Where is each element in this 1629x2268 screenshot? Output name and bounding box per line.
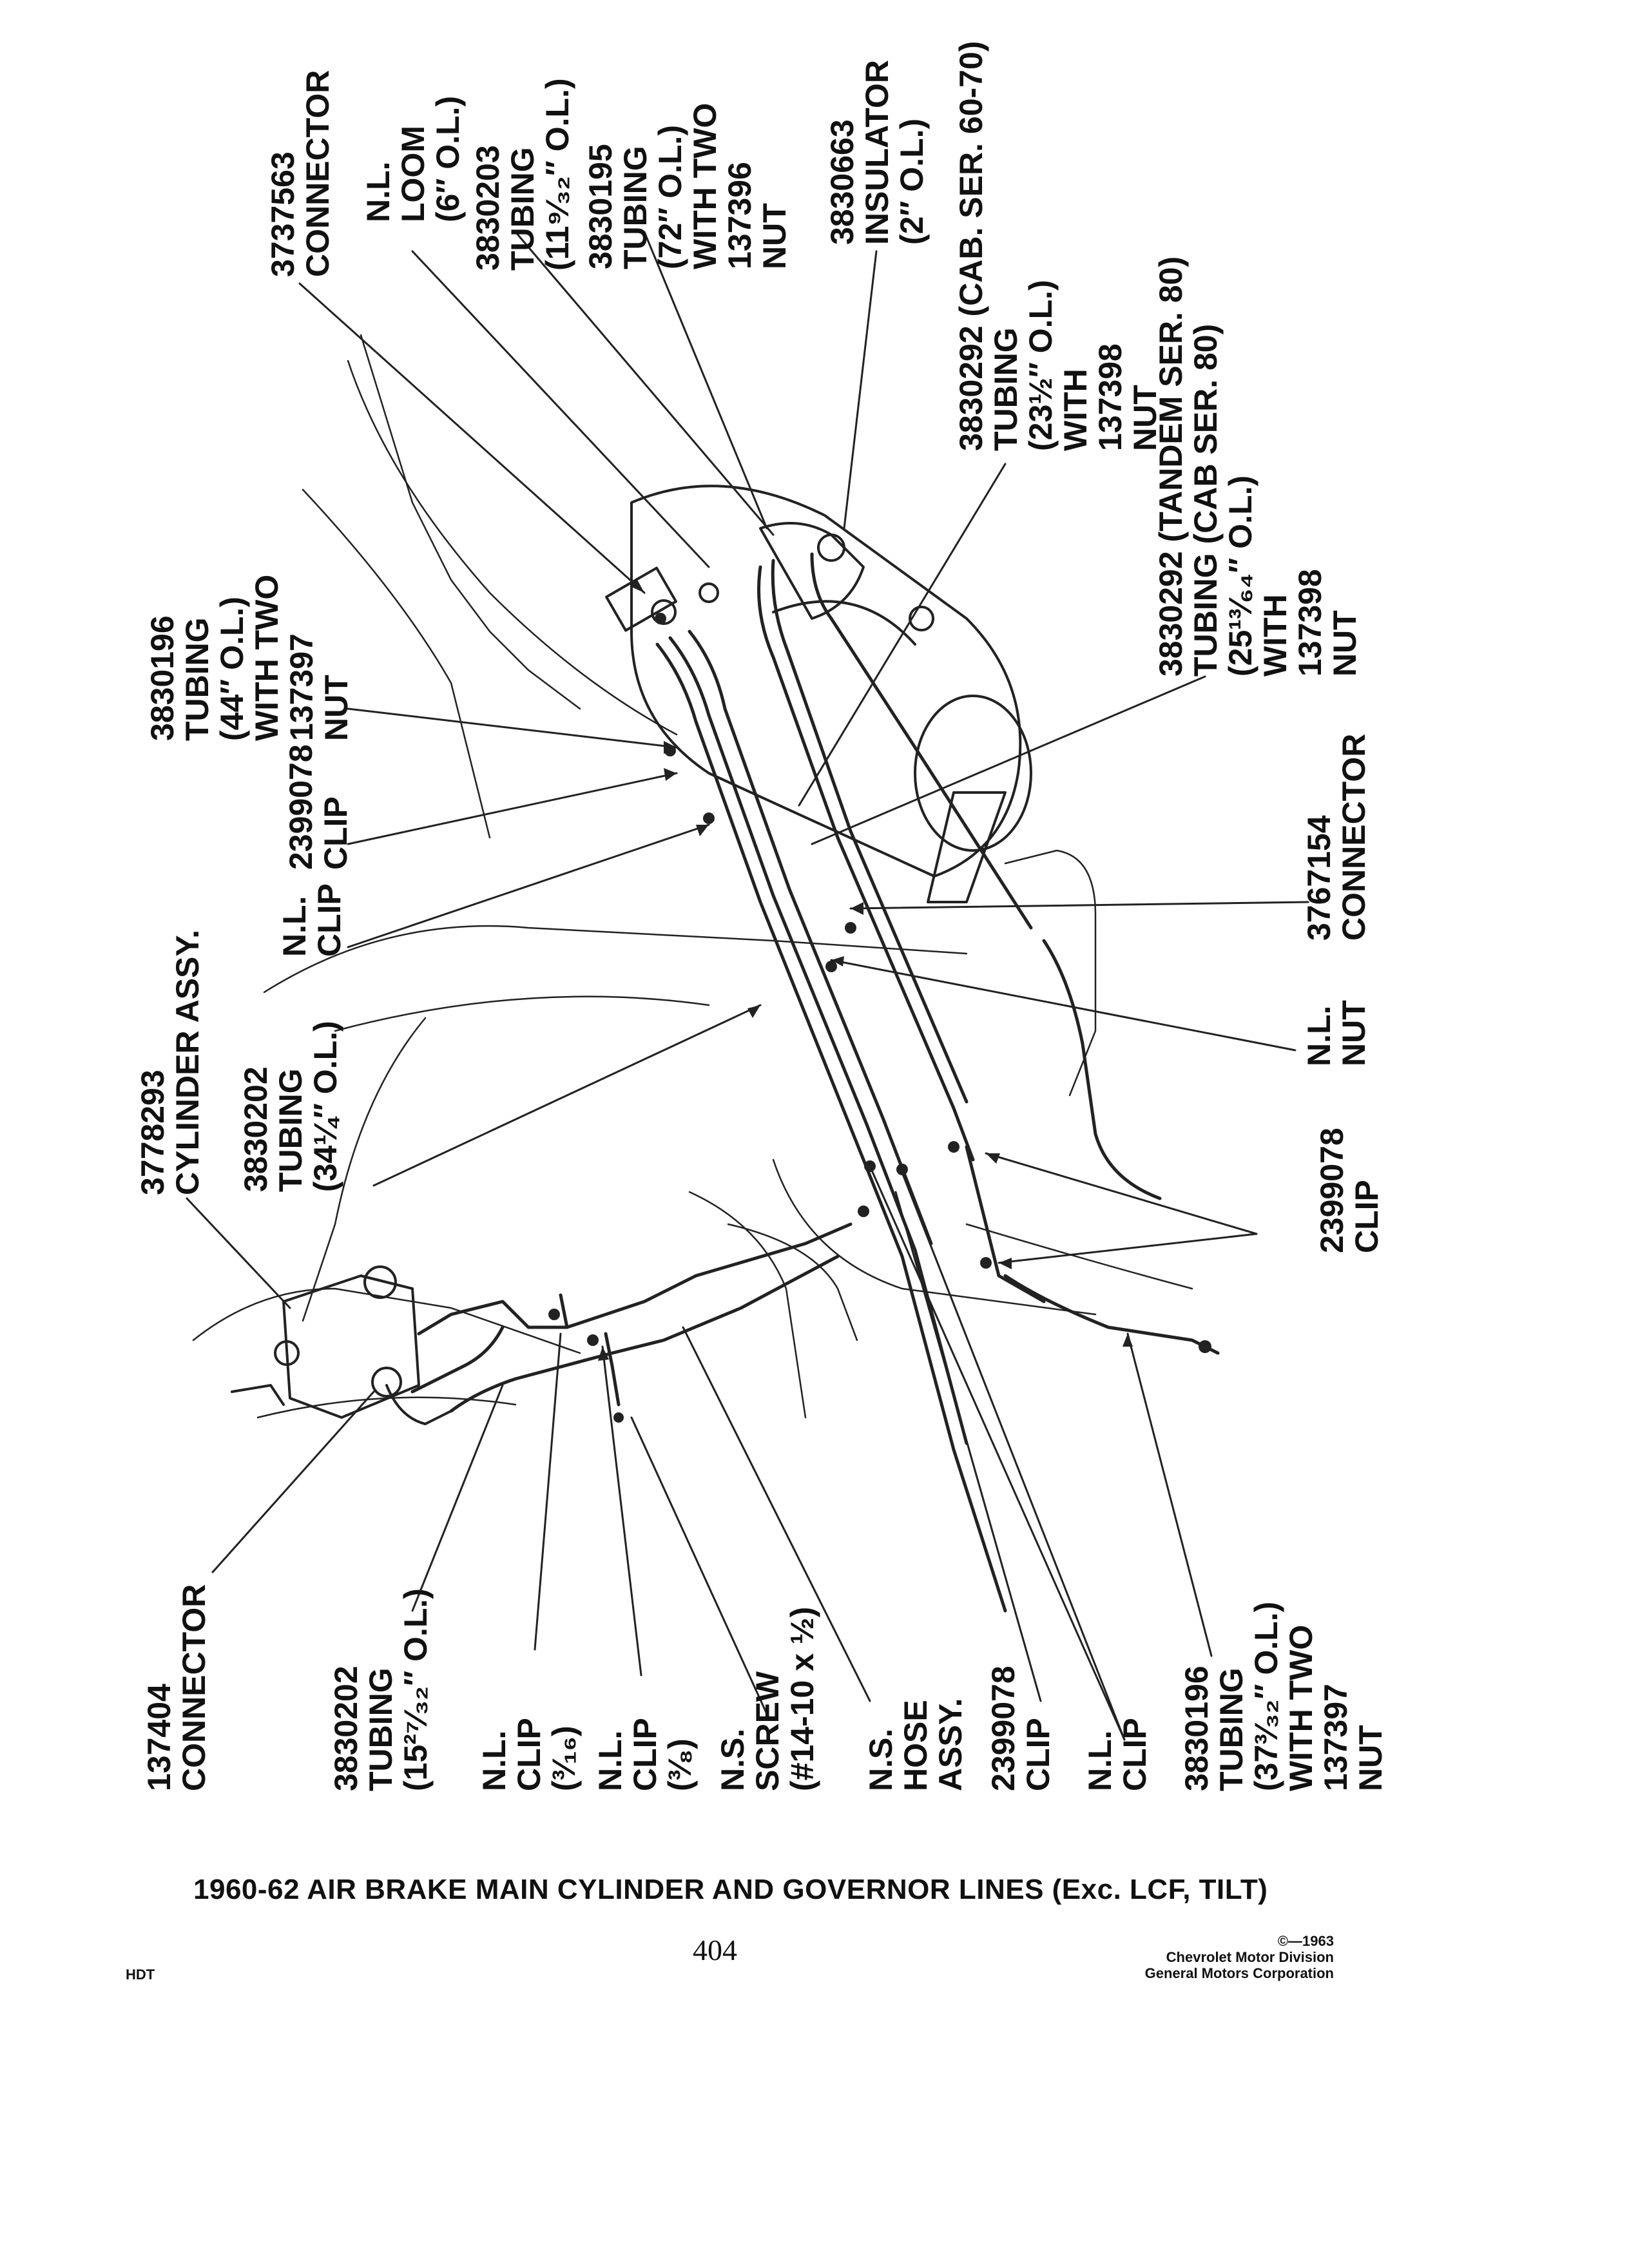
page-number: 404: [693, 1934, 737, 1966]
callout-nlclip38: [593, 1718, 697, 1791]
callout-line: SCREW: [749, 1671, 786, 1791]
callout-line: INSULATOR: [859, 59, 895, 245]
callout-line: (³⁄₁₆): [546, 1725, 582, 1791]
callout-line: TUBING: [273, 1068, 309, 1192]
callout-line: 3830292 (TANDEM SER. 80): [1153, 256, 1189, 677]
callout-line: (25¹³⁄₆₄″ O.L.): [1222, 475, 1258, 677]
callout-line: 3778293: [135, 1070, 171, 1195]
copyright-line: General Motors Corporation: [1144, 1965, 1334, 1981]
callout-line: N.L.: [476, 1730, 512, 1791]
callout-line: (³⁄₈): [662, 1738, 698, 1791]
callout-2399078b: [1315, 1128, 1384, 1253]
callout-3830202b: [329, 1588, 433, 1791]
callout-3830196a: [145, 575, 354, 741]
callout-3830195: [583, 103, 792, 269]
callout-line: 3830292 (CAB. SER. 60-70): [953, 41, 989, 451]
callout-line: NUT: [318, 675, 354, 741]
governor-fittings: [606, 523, 933, 630]
copyright-line: Chevrolet Motor Division: [1166, 1949, 1334, 1965]
callout-3830292a: [954, 41, 1162, 451]
callout-line: CLIP: [311, 883, 347, 957]
callout-loom: [361, 96, 465, 222]
callout-line: CLIP: [1117, 1718, 1153, 1791]
callout-line: TUBING (CAB SER. 80): [1188, 323, 1224, 677]
callout-nlclipa: [277, 883, 347, 957]
callout-line: WITH: [1057, 369, 1094, 451]
chassis-outline: [193, 335, 1192, 1418]
leader-lines: [187, 232, 1308, 1740]
callout-line: CLIP: [1349, 1180, 1385, 1253]
callout-line: (72″ O.L.): [652, 125, 688, 269]
callout-line: 137396: [722, 162, 758, 269]
callout-line: 3767154: [1301, 815, 1337, 941]
callout-line: WITH TWO: [1283, 1624, 1319, 1791]
callout-nshose: [863, 1698, 968, 1791]
callout-nlclip316: [477, 1718, 581, 1791]
callout-line: TUBING: [988, 327, 1024, 451]
callout-line: 3830663: [824, 119, 860, 245]
callout-line: WITH TWO: [687, 102, 723, 269]
callout-line: 3737563: [265, 151, 301, 277]
callout-line: (34¼″ O.L.): [307, 1021, 343, 1192]
callout-line: CONNECTOR: [1336, 733, 1372, 941]
callout-line: WITH TWO: [249, 574, 285, 741]
corner-tag: HDT: [126, 1966, 155, 1983]
callout-3778293: [135, 930, 205, 1195]
callout-line: 3830196: [1179, 1666, 1215, 1791]
callout-line: (15²⁷⁄₃₂″ O.L.): [398, 1588, 434, 1791]
callout-nlnut: [1302, 1000, 1371, 1066]
callout-3737563: [265, 70, 335, 277]
callout-line: (6″ O.L.): [430, 95, 466, 222]
callout-line: (37³⁄₃₂″ O.L.): [1248, 1601, 1284, 1791]
callout-line: CLIP: [627, 1718, 663, 1791]
callout-line: TUBING: [179, 617, 215, 741]
callout-line: CLIP: [1020, 1718, 1056, 1791]
callout-2399078a: [284, 744, 353, 870]
callout-line: (11⁹⁄₃₂″ O.L.): [539, 78, 575, 271]
callout-line: N.L.: [592, 1730, 628, 1791]
callout-nsscrew: [715, 1607, 820, 1791]
callout-line: 137398: [1292, 569, 1328, 677]
callout-line: 137397: [284, 633, 320, 741]
callout-137404: [142, 1584, 211, 1791]
callout-line: 2399078: [1314, 1128, 1350, 1253]
callout-line: N.S.: [863, 1728, 899, 1791]
callout-3830203: [470, 78, 575, 271]
callout-line: (2″ O.L.): [894, 118, 930, 245]
callout-line: CLIP: [318, 796, 354, 870]
callout-line: CONNECTOR: [300, 70, 336, 277]
callout-line: N.L.: [360, 161, 396, 222]
figure-caption: 1960-62 AIR BRAKE MAIN CYLINDER AND GOVERNOR LINES (Exc. LCF, TILT): [193, 1874, 1268, 1905]
callout-line: NUT: [757, 203, 793, 269]
callout-line: TUBING: [505, 147, 541, 271]
callout-line: 137397: [1318, 1684, 1354, 1791]
callout-line: TUBING: [1213, 1667, 1249, 1791]
callout-line: N.L.: [276, 896, 313, 957]
callout-line: NUT: [1127, 385, 1163, 451]
callout-line: CLIP: [511, 1718, 547, 1791]
callout-line: 3830196: [144, 615, 180, 741]
callout-line: N.L.: [1301, 1005, 1337, 1066]
callout-line: (23½″ O.L.): [1023, 280, 1059, 451]
callout-line: NUT: [1353, 1725, 1389, 1791]
callout-line: NUT: [1336, 1000, 1372, 1066]
callout-line: WITH: [1257, 594, 1293, 677]
callout-line: CYLINDER ASSY.: [169, 929, 206, 1195]
copyright-block: [1089, 1933, 1334, 1981]
callout-3767154: [1302, 734, 1371, 941]
callout-3830202a: [238, 1021, 343, 1192]
callout-line: HOSE: [898, 1700, 934, 1791]
callout-line: 3830202: [328, 1666, 364, 1791]
callout-line: 137404: [141, 1684, 177, 1791]
callout-line: 3830202: [238, 1066, 274, 1192]
callout-line: 2399078: [985, 1666, 1021, 1791]
callout-3830663: [825, 60, 929, 245]
callout-2399078c: [986, 1666, 1055, 1791]
callout-line: TUBING: [363, 1667, 399, 1791]
callout-3830292b: [1153, 256, 1362, 677]
callout-line: (#14-10 x ½): [784, 1606, 820, 1791]
callout-line: N.L.: [1082, 1730, 1118, 1791]
copyright-line: ©—1963: [1277, 1933, 1334, 1949]
callout-line: N.S.: [715, 1728, 751, 1791]
callout-3830196b: [1179, 1602, 1388, 1791]
callout-line: TUBING: [617, 146, 653, 269]
callout-line: (44″ O.L.): [214, 597, 250, 741]
callout-nlclipb: [1083, 1718, 1152, 1791]
callout-line: ASSY.: [932, 1698, 969, 1791]
callout-line: 137398: [1092, 343, 1128, 451]
callout-line: CONNECTOR: [176, 1584, 212, 1791]
callout-line: 3830195: [583, 144, 619, 269]
callout-line: NUT: [1327, 610, 1363, 677]
callout-line: LOOM: [395, 126, 431, 222]
callout-line: 3830203: [470, 145, 506, 271]
callout-line: 2399078: [283, 744, 319, 870]
